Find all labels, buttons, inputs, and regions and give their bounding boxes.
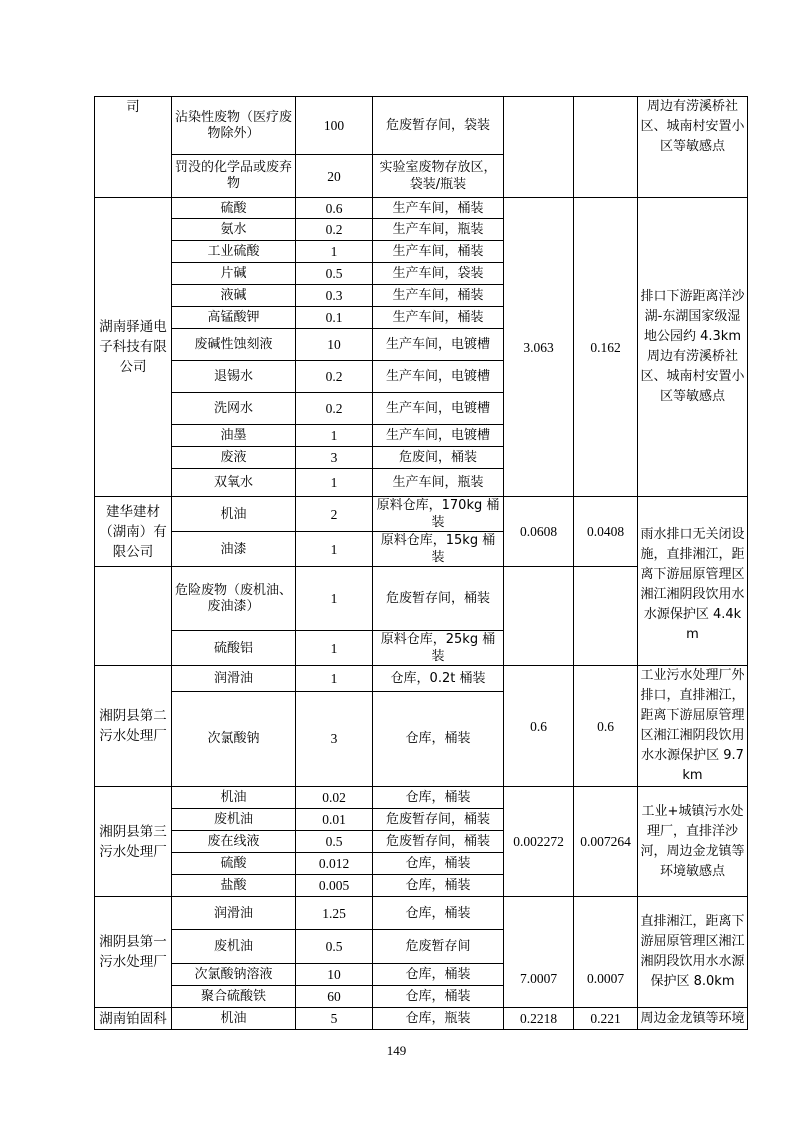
q1-cell: 7.0007 — [504, 897, 574, 1008]
table-row — [95, 666, 748, 692]
substance-cell: 氨水 — [172, 219, 296, 241]
amount-cell: 0.02 — [296, 787, 373, 809]
storage-location-cell: 原料仓库，25kg 桶装 — [373, 631, 504, 666]
amount-cell: 0.6 — [296, 198, 373, 219]
storage-location-cell: 危废暂存间，桶装 — [373, 809, 504, 831]
substance-cell: 废碱性蚀刻液 — [172, 329, 296, 361]
substance-cell: 油漆 — [172, 532, 296, 567]
storage-location-cell: 危废暂存间 — [373, 930, 504, 964]
storage-location-cell: 实验室废物存放区，袋装/瓶装 — [373, 155, 504, 198]
storage-location-cell: 原料仓库，170kg 桶装 — [373, 497, 504, 532]
substance-cell: 次氯酸钠 — [172, 691, 296, 786]
storage-location-cell: 生产车间，电镀槽 — [373, 393, 504, 425]
storage-location-cell: 仓库，桶装 — [373, 964, 504, 986]
storage-location-cell: 仓库，桶装 — [373, 691, 504, 786]
q1-cell — [504, 567, 574, 666]
substance-cell: 沾染性废物（医疗废物除外） — [172, 97, 296, 155]
table-row — [95, 198, 748, 219]
environment-cell: 雨水排口无关闭设施，直排湘江，距离下游屈原管理区湘江湘阴段饮用水水源保护区 4.4km — [638, 497, 748, 666]
company-cell: 湖南铂固科 — [95, 1008, 172, 1030]
substance-cell: 机油 — [172, 1008, 296, 1030]
substance-cell: 废在线液 — [172, 831, 296, 853]
amount-cell: 0.5 — [296, 930, 373, 964]
amount-cell: 1 — [296, 425, 373, 447]
table-row — [95, 497, 748, 532]
amount-cell: 0.01 — [296, 809, 373, 831]
company-cell: 湘阴县第一污水处理厂 — [95, 897, 172, 1008]
q2-cell: 0.221 — [574, 1008, 638, 1030]
table-row — [95, 1008, 748, 1030]
amount-cell: 1.25 — [296, 897, 373, 930]
storage-location-cell: 仓库，桶装 — [373, 986, 504, 1008]
amount-cell: 0.005 — [296, 875, 373, 897]
amount-cell: 2 — [296, 497, 373, 532]
amount-cell: 20 — [296, 155, 373, 198]
amount-cell: 1 — [296, 469, 373, 497]
company-cell-empty — [95, 567, 172, 666]
storage-location-cell: 仓库，桶装 — [373, 875, 504, 897]
substance-cell: 油墨 — [172, 425, 296, 447]
amount-cell: 1 — [296, 666, 373, 692]
storage-location-cell: 危废间，桶装 — [373, 447, 504, 469]
substance-cell: 退锡水 — [172, 361, 296, 393]
storage-location-cell: 危废暂存间，袋装 — [373, 97, 504, 155]
amount-cell: 1 — [296, 631, 373, 666]
amount-cell: 5 — [296, 1008, 373, 1030]
substance-cell: 润滑油 — [172, 666, 296, 692]
storage-location-cell: 危废暂存间，桶装 — [373, 831, 504, 853]
substance-cell: 废液 — [172, 447, 296, 469]
q1-cell: 0.002272 — [504, 787, 574, 897]
storage-location-cell: 生产车间，瓶装 — [373, 219, 504, 241]
substance-cell: 高锰酸钾 — [172, 307, 296, 329]
amount-cell: 60 — [296, 986, 373, 1008]
q1-cell: 0.6 — [504, 666, 574, 787]
amount-cell: 3 — [296, 447, 373, 469]
substance-cell: 双氧水 — [172, 469, 296, 497]
hazardous-substance-table — [94, 96, 748, 1030]
substance-cell: 废机油 — [172, 930, 296, 964]
q2-cell — [574, 567, 638, 666]
company-cell: 建华建材（湖南）有限公司 — [95, 497, 172, 567]
substance-cell: 片碱 — [172, 263, 296, 285]
amount-cell: 0.2 — [296, 219, 373, 241]
storage-location-cell: 仓库，0.2t 桶装 — [373, 666, 504, 692]
substance-cell: 聚合硫酸铁 — [172, 986, 296, 1008]
amount-cell: 0.012 — [296, 853, 373, 875]
substance-cell: 洗网水 — [172, 393, 296, 425]
amount-cell: 1 — [296, 241, 373, 263]
substance-cell: 液碱 — [172, 285, 296, 307]
company-cell: 湖南驿通电子科技有限公司 — [95, 198, 172, 497]
page-number: 149 — [386, 1043, 407, 1058]
storage-location-cell: 生产车间，袋装 — [373, 263, 504, 285]
storage-location-cell: 生产车间，瓶装 — [373, 469, 504, 497]
amount-cell: 0.2 — [296, 361, 373, 393]
environment-cell: 周边有涝溪桥社区、城南村安置小区等敏感点 — [638, 97, 748, 198]
amount-cell: 0.5 — [296, 263, 373, 285]
storage-location-cell: 生产车间，桶装 — [373, 198, 504, 219]
table-row — [95, 897, 748, 930]
substance-cell: 废机油 — [172, 809, 296, 831]
storage-location-cell: 仓库，桶装 — [373, 787, 504, 809]
storage-location-cell: 生产车间，电镀槽 — [373, 329, 504, 361]
q2-cell — [574, 97, 638, 198]
amount-cell: 0.5 — [296, 831, 373, 853]
substance-cell: 危险废物（废机油、废油漆） — [172, 567, 296, 631]
q2-cell: 0.0007 — [574, 897, 638, 1008]
table-row — [95, 787, 748, 809]
amount-cell: 1 — [296, 567, 373, 631]
environment-cell: 工业污水处理厂外排口，直排湘江，距离下游屈原管理区湘江湘阴段饮用水水源保护区 9.7km — [638, 666, 748, 787]
substance-cell: 次氯酸钠溶液 — [172, 964, 296, 986]
substance-cell: 硫酸铝 — [172, 631, 296, 666]
q1-cell: 3.063 — [504, 198, 574, 497]
q1-cell — [504, 97, 574, 198]
q2-cell: 0.007264 — [574, 787, 638, 897]
storage-location-cell: 生产车间，电镀槽 — [373, 425, 504, 447]
q2-cell: 0.6 — [574, 666, 638, 787]
storage-location-cell: 生产车间，桶装 — [373, 241, 504, 263]
q1-cell: 0.2218 — [504, 1008, 574, 1030]
q2-cell: 0.0408 — [574, 497, 638, 567]
substance-cell: 硫酸 — [172, 198, 296, 219]
table-row — [95, 97, 748, 155]
storage-location-cell: 生产车间，桶装 — [373, 285, 504, 307]
storage-location-cell: 原料仓库，15kg 桶装 — [373, 532, 504, 567]
company-cell: 司 — [95, 97, 172, 198]
storage-location-cell: 仓库，桶装 — [373, 897, 504, 930]
storage-location-cell: 生产车间，电镀槽 — [373, 361, 504, 393]
amount-cell: 10 — [296, 964, 373, 986]
storage-location-cell: 生产车间，桶装 — [373, 307, 504, 329]
substance-cell: 工业硫酸 — [172, 241, 296, 263]
company-cell: 湘阴县第二污水处理厂 — [95, 666, 172, 787]
substance-cell: 硫酸 — [172, 853, 296, 875]
storage-location-cell: 危废暂存间，桶装 — [373, 567, 504, 631]
amount-cell: 0.3 — [296, 285, 373, 307]
environment-cell: 排口下游距离洋沙湖-东湖国家级湿地公园约 4.3km 周边有涝溪桥社区、城南村安置小区等敏感点 — [638, 198, 748, 497]
amount-cell: 0.2 — [296, 393, 373, 425]
q1-cell: 0.0608 — [504, 497, 574, 567]
q2-cell: 0.162 — [574, 198, 638, 497]
substance-cell: 润滑油 — [172, 897, 296, 930]
company-cell: 湘阴县第三污水处理厂 — [95, 787, 172, 897]
substance-cell: 罚没的化学品或废弃物 — [172, 155, 296, 198]
storage-location-cell: 仓库，瓶装 — [373, 1008, 504, 1030]
amount-cell: 10 — [296, 329, 373, 361]
amount-cell: 3 — [296, 691, 373, 786]
environment-cell: 周边金龙镇等环境 — [638, 1008, 748, 1030]
substance-cell: 盐酸 — [172, 875, 296, 897]
substance-cell: 机油 — [172, 787, 296, 809]
environment-cell: 工业+城镇污水处理厂，直排洋沙河，周边金龙镇等环境敏感点 — [638, 787, 748, 897]
substance-cell: 机油 — [172, 497, 296, 532]
storage-location-cell: 仓库，桶装 — [373, 853, 504, 875]
amount-cell: 100 — [296, 97, 373, 155]
amount-cell: 1 — [296, 532, 373, 567]
environment-cell: 直排湘江，距离下游屈原管理区湘江湘阴段饮用水水源保护区 8.0km — [638, 897, 748, 1008]
amount-cell: 0.1 — [296, 307, 373, 329]
